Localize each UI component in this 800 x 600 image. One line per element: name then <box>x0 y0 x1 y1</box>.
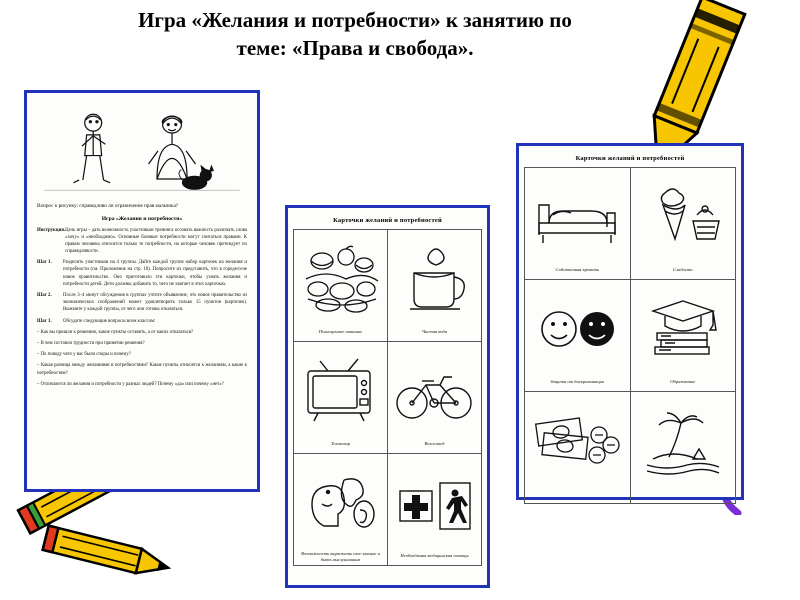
card-caption: Чистая вода <box>421 329 448 334</box>
discussion-question-4: – Какая разница между желаниями и потребностями? Какие пункты относятся к желаниям, а какие к потребностям? <box>37 363 247 376</box>
food-basket-icon <box>296 233 385 327</box>
medical-cross-person-icon <box>390 457 479 551</box>
card-item <box>525 280 631 392</box>
page-title: Игра «Желания и потребности» к занятию по теме: «Права и свобода». <box>138 8 572 61</box>
step-2-row <box>37 292 247 314</box>
ice-cream-cupcake-icon <box>633 171 734 265</box>
card-caption: Образование <box>670 379 696 384</box>
card-caption: Защита от дискриминации <box>550 379 605 384</box>
bicycle-icon <box>390 345 479 439</box>
card-item <box>294 454 388 566</box>
step-1-row <box>37 259 247 288</box>
discussion-question-2: – В чем состояли трудности при принятии решения? <box>37 340 145 346</box>
instruction-row <box>37 227 247 256</box>
step-2-body: После 3–4 минут обсуждения в группах учтите объявление, что новое правительство из экономических соображений может удовлетворить только 15 пунктов (карточек). Выжмите у каждой группы, от чего они готовы отказаться. <box>63 293 247 313</box>
step-3-label: Шаг 3. <box>37 318 52 324</box>
step-3-body: Обсудите следующие вопросы всем классом: <box>63 318 156 324</box>
card-caption: Необходимая медицинская помощь <box>400 553 469 558</box>
card-item <box>388 454 482 566</box>
card-sheet-right-title: Карточки желаний и потребностей <box>575 155 685 162</box>
discussion-question-1: – Как вы пришли к решению, какие пункты оставить, а от каких отказаться? <box>37 329 194 335</box>
card-item <box>631 168 737 280</box>
game-subtitle: Игра «Желания и потребности» <box>101 215 183 222</box>
discussion-question-3: – По поводу чего у вас были споры и почему? <box>37 352 131 358</box>
card-caption: Собственная кровать <box>555 267 600 272</box>
card-grid-middle <box>293 229 482 566</box>
card-sheet-middle-title: Карточки желаний и потребностей <box>333 217 442 224</box>
step-1-label: Шаг 1. <box>37 260 52 266</box>
instruction-body: Цель игры – дать возможность участникам тренинга осознать важность различать слова «хочу» и «необходимо». Основные базовые потребности могут считаться правами. К правам человека относятся только те потребности, на которые человек претендует по справедливости. <box>65 227 247 255</box>
card-item <box>294 230 388 342</box>
water-cup-icon <box>390 233 479 327</box>
instruction-label: Инструкция. <box>37 227 66 233</box>
speech-head-ear-icon <box>296 457 385 549</box>
card-caption: Телевизор <box>330 441 351 446</box>
television-icon <box>296 345 385 439</box>
books-graduation-cap-icon <box>633 283 734 377</box>
smiley-faces-icon <box>527 283 628 377</box>
card-sheet-middle <box>285 205 490 588</box>
card-item <box>525 392 631 504</box>
card-caption: Сладости <box>672 267 693 272</box>
card-caption: Велосипед <box>424 441 445 446</box>
methodology-text-page <box>24 90 260 492</box>
bed-icon <box>527 171 628 265</box>
money-banknotes-coins-icon <box>527 395 628 489</box>
picture-question: Вопрос к рисунку: справедливо ли ограничение прав мальчика? <box>37 203 179 209</box>
card-caption: Возможность выражать свое мнение и быть выслушанным <box>301 551 380 563</box>
card-item <box>388 230 482 342</box>
card-grid-right <box>524 167 736 504</box>
card-item <box>631 280 737 392</box>
discussion-question-5: – Отличаются ли желания и потребности у разных людей? Почему «да» или почему «нет»? <box>37 381 224 387</box>
card-item <box>525 168 631 280</box>
card-sheet-right <box>516 143 744 500</box>
card-item <box>388 342 482 454</box>
card-item <box>294 342 388 454</box>
card-item <box>631 392 737 504</box>
palm-island-icon <box>633 395 734 489</box>
step-2-label: Шаг 2. <box>37 293 52 299</box>
step-1-body: Разделить участников на 4 группы. Дайте каждой группе набор карточек на желания и потребности (см. Приложение на стр. 18). Попросите их представить, что в городе/селе новое правительство. Оно приготовило эти карточки, чтобы узнать желания и потребности детей. Дети должны добавить то, чего не хватает в этих карточках. <box>63 260 247 287</box>
boy-and-old-woman-with-cat-illustration <box>35 101 249 197</box>
card-caption: Полноценное питание <box>318 329 363 334</box>
step-3-row <box>37 318 247 325</box>
